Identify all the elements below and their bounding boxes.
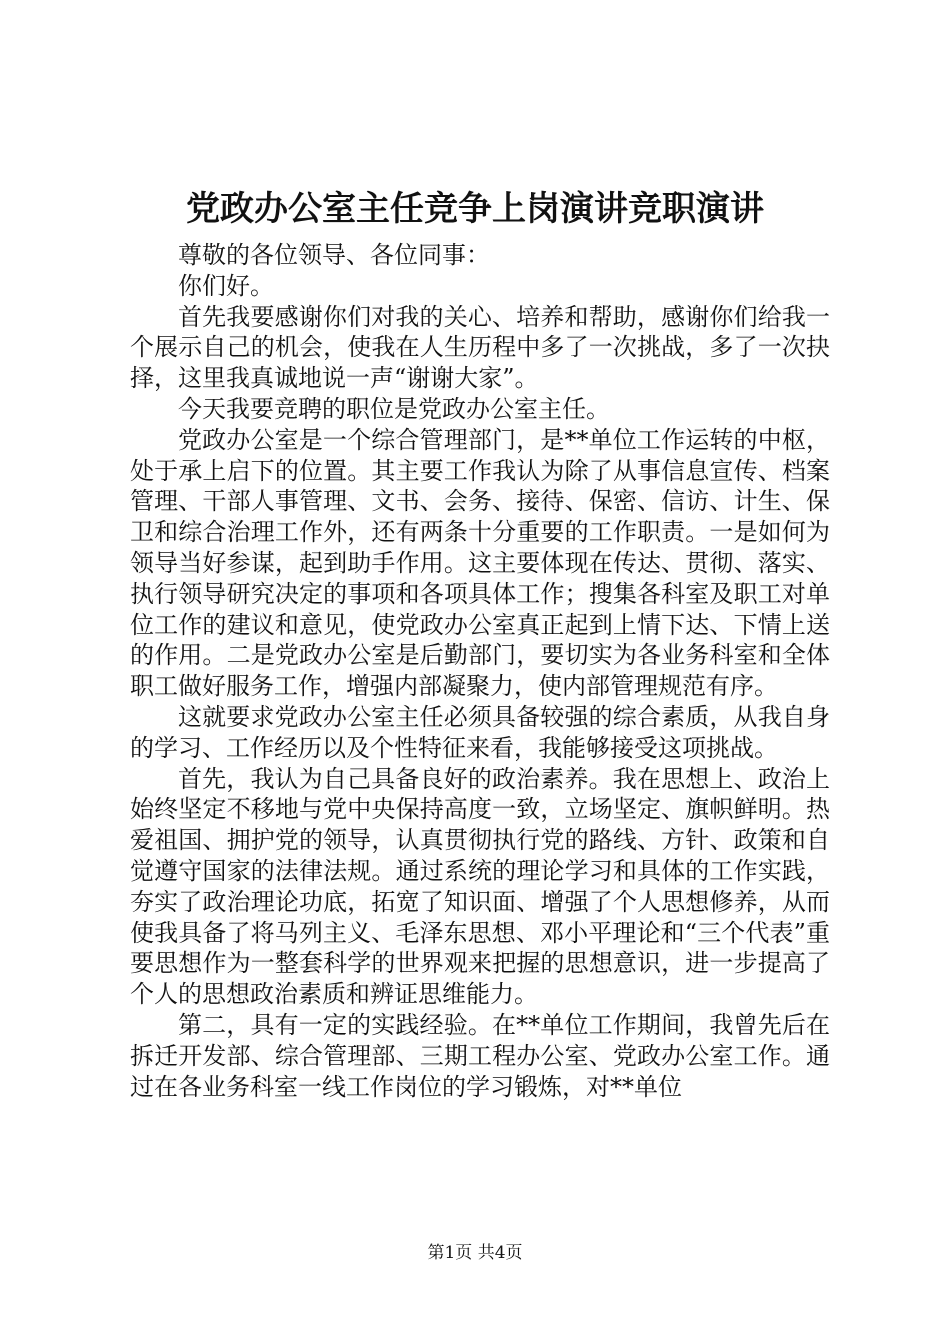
document-body: [130, 240, 830, 1102]
body-paragraph: 第二，具有一定的实践经验。在**单位工作期间，我曾先后在拆迁开发部、综合管理部、三期工程办公室、党政办公室工作。通过在各业务科室一线工作岗位的学习锻炼，对**单位: [130, 1010, 830, 1101]
body-paragraph: 今天我要竞聘的职位是党政办公室主任。: [178, 394, 610, 423]
page-number-footer: 第1页 共4页: [427, 1243, 523, 1263]
body-paragraph: 党政办公室是一个综合管理部门，是**单位工作运转的中枢，处于承上启下的位置。其主要工作我认为除了从事信息宣传、档案管理、干部人事管理、文书、会务、接待、保密、信访、计生、保卫和综合治理工作外，还有两条十分重要的工作职责。一是如何为领导当好参谋，起到助手作用。这主要体现在传达、贯彻、落实、执行领导研究决定的事项和各项具体工作；搜集各科室及职工对单位工作的建议和意见，使党政办公室真正起到上情下达、下情上送的作用。二是党政办公室是后勤部门，要切实为各业务科室和全体职工做好服务工作，增强内部凝聚力，使内部管理规范有序。: [130, 425, 830, 701]
body-paragraph: 首先，我认为自己具备良好的政治素养。我在思想上、政治上始终坚定不移地与党中央保持高度一致，立场坚定、旗帜鲜明。热爱祖国、拥护党的领导，认真贯彻执行党的路线、方针、政策和自觉遵守国家的法律法规。通过系统的理论学习和具体的工作实践，夯实了政治理论功底，拓宽了知识面、增强了个人思想修养，从而使我具备了将马列主义、毛泽东思想、邓小平理论和“三个代表”重要思想作为一整套科学的世界观来把握的思想意识，进一步提高了个人的思想政治素质和辨证思维能力。: [130, 764, 830, 1009]
greeting-paragraph: 你们好。: [178, 271, 274, 300]
salutation-paragraph: 尊敬的各位领导、各位同事：: [178, 241, 490, 269]
body-paragraph: 这就要求党政办公室主任必须具备较强的综合素质，从我自身的学习、工作经历以及个性特征来看，我能够接受这项挑战。: [130, 702, 830, 762]
body-paragraph: 首先我要感谢你们对我的关心、培养和帮助，感谢你们给我一个展示自己的机会，使我在人生历程中多了一次挑战，多了一次抉择，这里我真诚地说一声“谢谢大家”。: [130, 302, 830, 393]
document-title: 党政办公室主任竞争上岗演讲竞职演讲: [186, 189, 764, 229]
